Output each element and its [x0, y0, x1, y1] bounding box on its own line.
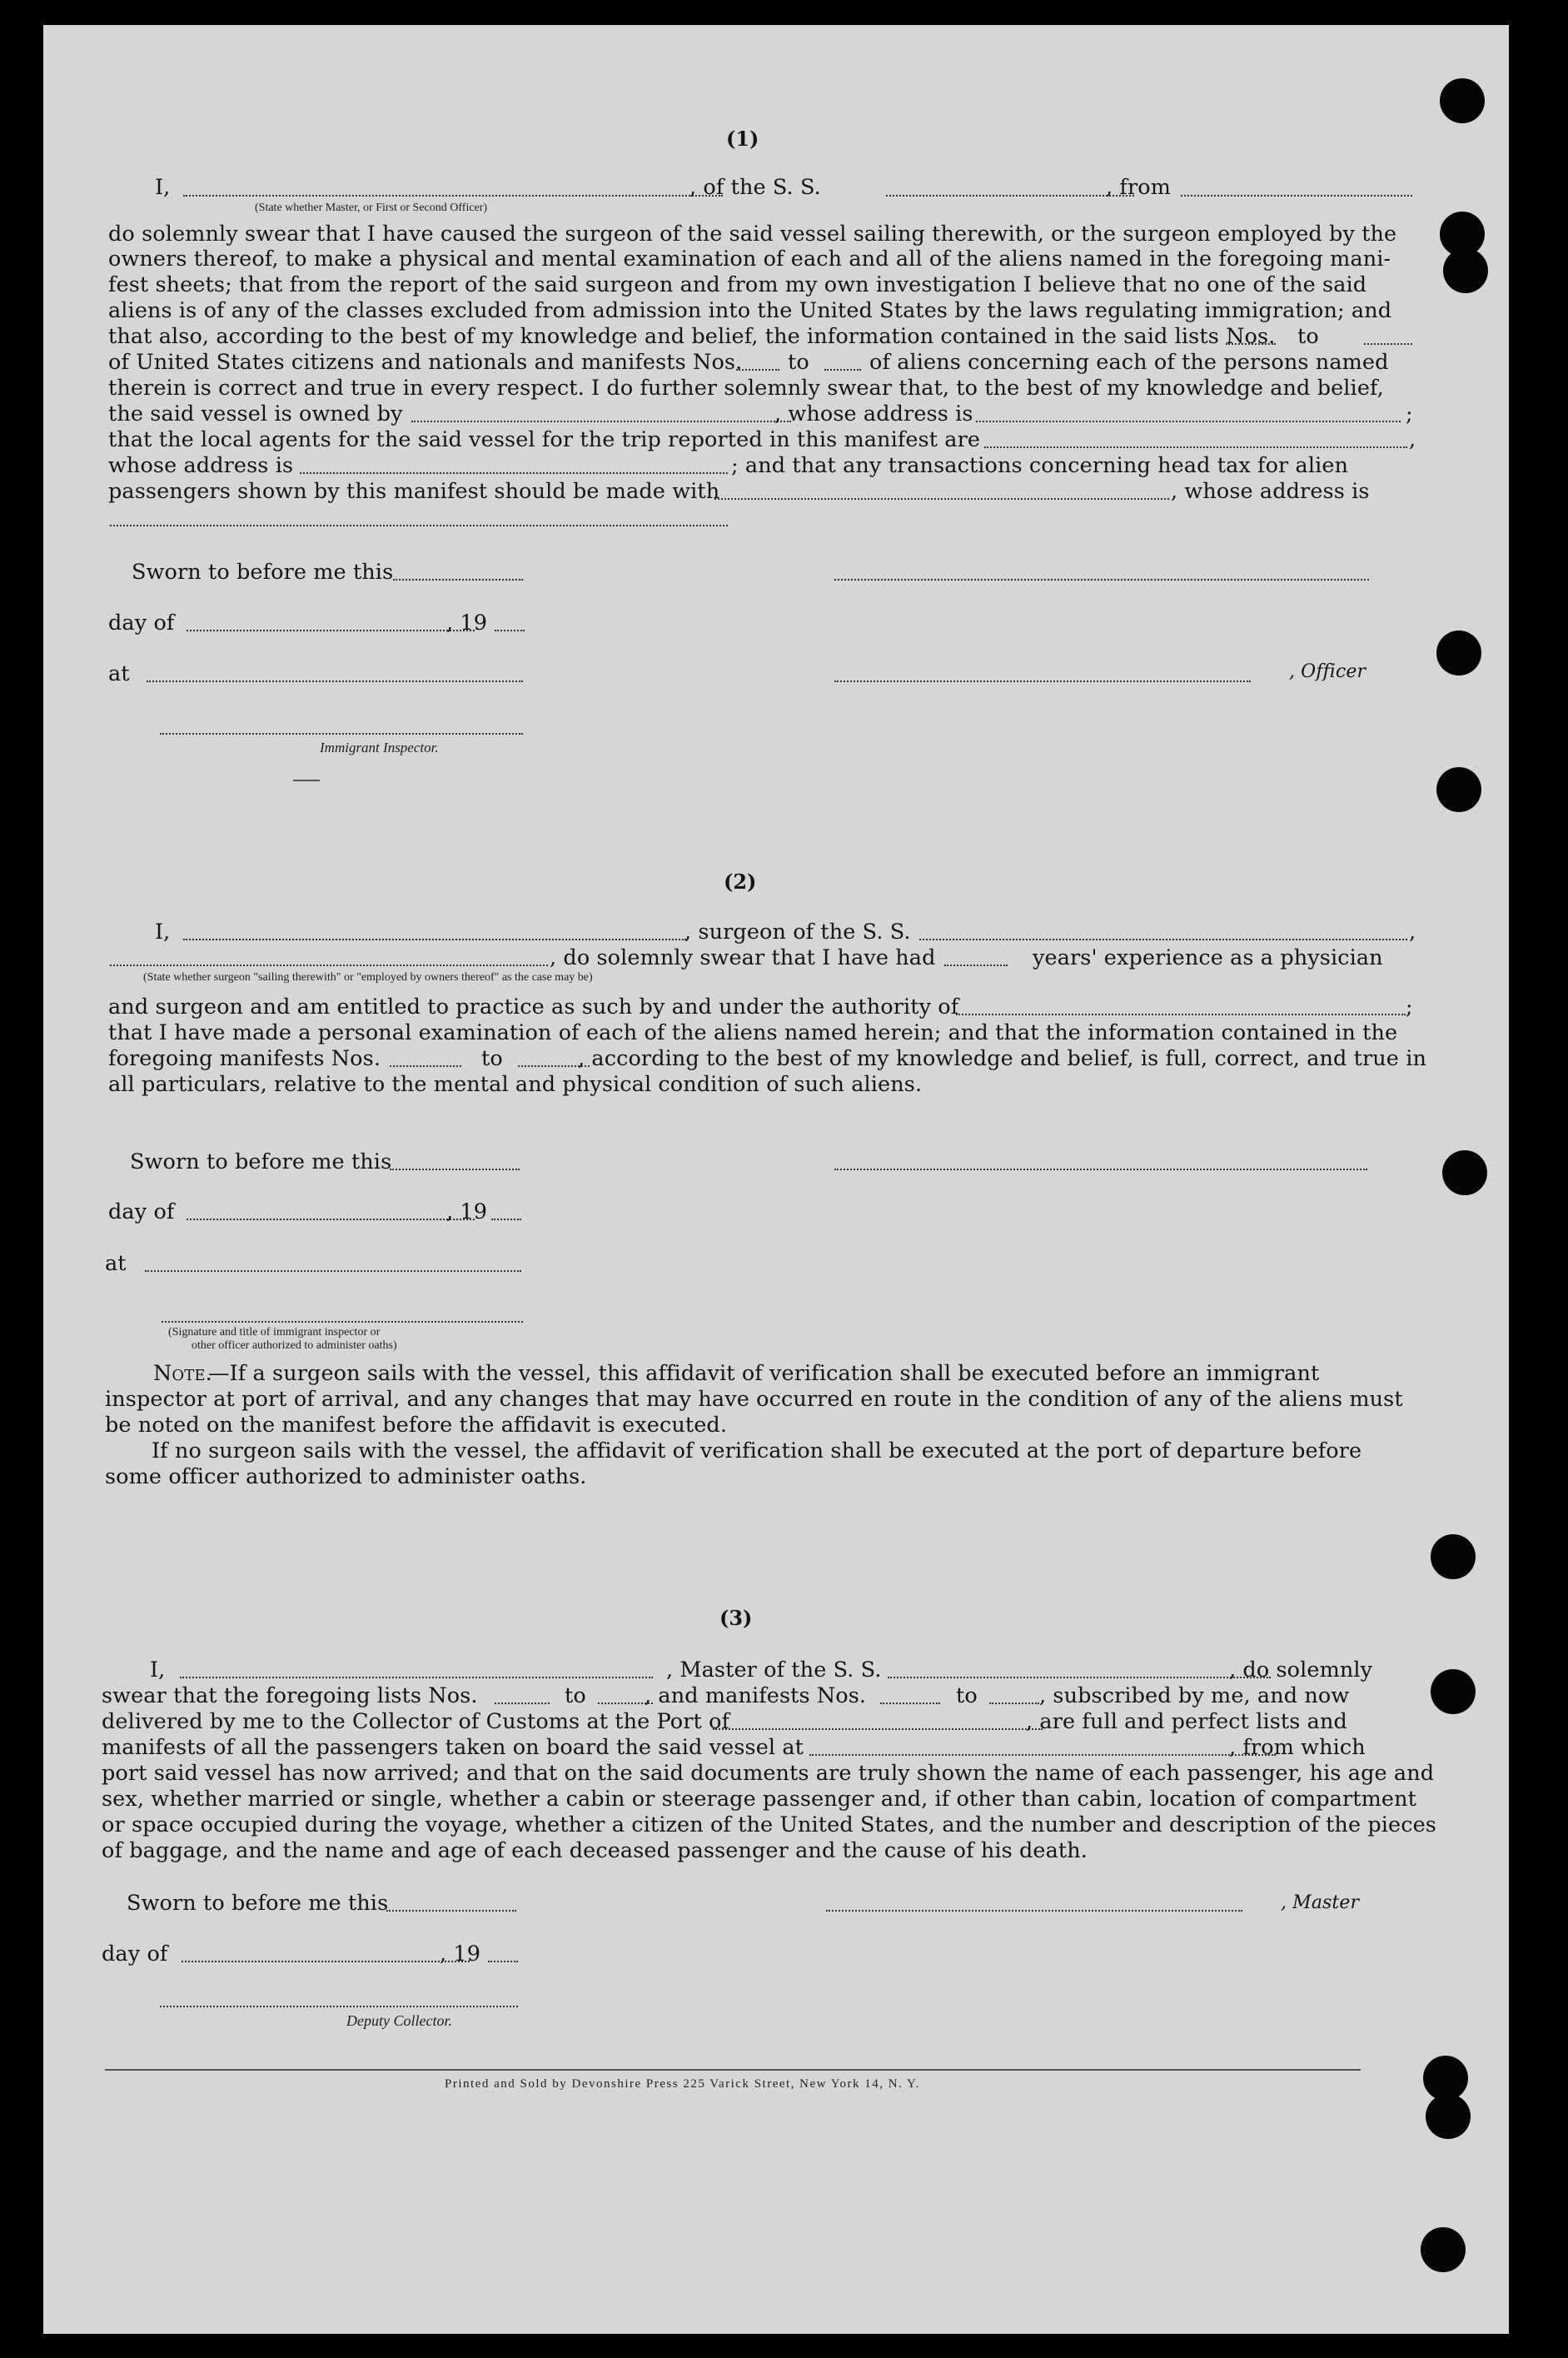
s3-line: sex, whether married or single, whether a cabin or steerage passenger and, if other than cabin, location of compartment — [102, 1787, 1416, 1812]
s2-at: at — [105, 1251, 127, 1276]
s2-line: all particulars, relative to the mental and physical condition of such aliens. — [108, 1072, 923, 1097]
agents-address-field[interactable] — [300, 472, 728, 474]
s1-line: passengers shown by this manifest should be made with — [108, 479, 720, 504]
s2-sig-note: other officer authorized to administer oaths) — [192, 1339, 397, 1352]
s2-day-of: day of — [108, 1199, 175, 1224]
s1-line: aliens is of any of the classes excluded from admission into the United States by the laws regulating immigration; and — [108, 298, 1392, 323]
s3-to: to — [565, 1683, 586, 1708]
s3-from-which: , from which — [1229, 1735, 1366, 1760]
s3-manifests-to-field[interactable] — [989, 1702, 1039, 1704]
s1-day-month-field[interactable] — [187, 630, 475, 631]
s3-day-of: day of — [102, 1942, 168, 1967]
authority-field[interactable] — [956, 1014, 1406, 1015]
s3-full-perfect: , are full and perfect lists and — [1026, 1709, 1347, 1734]
s3-line: port said vessel has now arrived; and that on the said documents are truly shown the name of each passenger, his age and — [102, 1761, 1435, 1786]
s3-manifests-all: manifests of all the passengers taken on board the said vessel at — [102, 1735, 804, 1760]
s2-day-month-field[interactable] — [187, 1219, 475, 1220]
s1-line: therein is correct and true in every respect. I do further solemnly swear that, to the best of my knowledge and belief, — [108, 376, 1384, 401]
master-name-field[interactable] — [180, 1677, 653, 1678]
manifests-from-field[interactable] — [736, 369, 779, 371]
s2-sworn-day-field[interactable] — [390, 1169, 520, 1170]
s3-day-month-field[interactable] — [182, 1961, 470, 1962]
s3-year: , 19 — [440, 1942, 481, 1967]
surgeon-name-field[interactable] — [183, 939, 686, 940]
s1-line: of United States citizens and nationals and manifests Nos. — [108, 350, 743, 375]
s2-to: to — [481, 1046, 503, 1071]
s3-line: of baggage, and the name and age of each deceased passenger and the cause of his death. — [102, 1838, 1088, 1863]
section-1-number: (1) — [726, 127, 759, 151]
s2-sworn: Sworn to before me this — [130, 1149, 392, 1174]
s1-day-of: day of — [108, 611, 175, 636]
s1-i: I, — [155, 175, 171, 200]
s2-inspector-sig-field[interactable] — [162, 1321, 523, 1323]
note-line: —If a surgeon sails with the vessel, this affidavit of verification shall be executed before an immigrant — [208, 1361, 1320, 1386]
vessel-name-field[interactable] — [886, 195, 1134, 197]
surgeon-status-field[interactable] — [110, 965, 548, 966]
s1-aliens-concerning: of aliens concerning each of the persons named — [869, 350, 1389, 375]
s3-delivered: delivered by me to the Collector of Customs at the Port of — [102, 1709, 730, 1734]
note-line: be noted on the manifest before the affidavit is executed. — [105, 1413, 728, 1438]
s3-vessel-field[interactable] — [888, 1677, 1271, 1678]
note-label-text: Note. — [153, 1361, 212, 1386]
s3-master-of: , Master of the S. S. — [666, 1658, 882, 1683]
punch-hole — [1440, 78, 1485, 123]
s1-officer-label: , Officer — [1289, 661, 1366, 682]
note-line: inspector at port of arrival, and any changes that may have occurred en route in the condition of any of the aliens must — [105, 1387, 1403, 1412]
s3-sworn: Sworn to before me this — [127, 1891, 389, 1916]
s2-line: that I have made a personal examination of each of the aliens named herein; and that the information contained in the — [108, 1020, 1398, 1045]
s3-line: or space occupied during the voyage, whether a citizen of the United States, and the number and description of the pieces — [102, 1812, 1436, 1837]
s2-manifests-from-field[interactable] — [390, 1065, 461, 1067]
s3-deputy-label: Deputy Collector. — [346, 2012, 452, 2029]
s1-inspector-sig-field[interactable] — [160, 733, 523, 735]
s1-head-tax: ; and that any transactions concerning head tax for alien — [731, 453, 1349, 478]
lists-from-field[interactable] — [1226, 343, 1276, 345]
s2-swear: , do solemnly swear that I have had — [550, 945, 936, 970]
s2-status-note: (State whether surgeon "sailing therewith" or "employed by owners thereof" as the case may be) — [143, 971, 593, 984]
s3-subscribed: , subscribed by me, and now — [1039, 1683, 1350, 1708]
punch-hole — [1442, 1150, 1487, 1195]
s3-and-manifests: , and manifests Nos. — [645, 1683, 867, 1708]
s1-line: that also, according to the best of my knowledge and belief, the information contained in the said lists Nos. — [108, 324, 1276, 349]
officer-rank-field[interactable] — [183, 195, 723, 197]
collector-port-field[interactable] — [713, 1728, 1043, 1730]
s2-at-field[interactable] — [145, 1270, 521, 1272]
s3-swear-lists: swear that the foregoing lists Nos. — [102, 1683, 478, 1708]
punch-hole — [1426, 2094, 1471, 2139]
s1-year: , 19 — [446, 611, 488, 636]
s3-deputy-sig-field[interactable] — [160, 2006, 518, 2007]
s1-line: owners thereof, to make a physical and mental examination of each and all of the aliens named in the foregoing mani- — [108, 247, 1391, 272]
s2-sig-note: (Signature and title of immigrant inspector or — [168, 1326, 381, 1339]
s1-at-field[interactable] — [147, 680, 523, 682]
s1-whose-address-2: , whose address is — [1171, 479, 1370, 504]
s2-comma: , — [1409, 920, 1416, 945]
section-3-number: (3) — [719, 1606, 753, 1630]
footer-rule — [105, 2069, 1361, 2071]
s1-inspector-label: Immigrant Inspector. — [320, 740, 439, 755]
punch-hole — [1431, 1669, 1476, 1714]
s2-surgeon-of: , surgeon of the S. S. — [684, 920, 911, 945]
s3-master-sig-field[interactable] — [826, 1910, 1242, 1912]
note-line: some officer authorized to administer oaths. — [105, 1464, 587, 1489]
s1-line: fest sheets; that from the report of the said surgeon and from my own investigation I believe that no one of the said — [108, 272, 1367, 297]
s2-year: , 19 — [446, 1199, 488, 1224]
s2-line: , according to the best of my knowledge and belief, is full, correct, and true in — [578, 1046, 1426, 1071]
s3-year-field[interactable] — [488, 1961, 518, 1962]
printer-imprint: Printed and Sold by Devonshire Press 225 Varick Street, New York 14, N. Y. — [445, 2077, 920, 2091]
s3-sworn-day-field[interactable] — [386, 1910, 516, 1912]
s1-line: do solemnly swear that I have caused the surgeon of the said vessel sailing therewith, or the surgeon employed by the — [108, 222, 1397, 247]
s1-line: the said vessel is owned by — [108, 401, 403, 426]
boarding-port-field[interactable] — [809, 1754, 1276, 1756]
s2-i: I, — [155, 920, 171, 945]
s1-rank-note: (State whether Master, or First or Second Officer) — [255, 202, 488, 214]
s2-year-field[interactable] — [491, 1219, 521, 1220]
s1-comma: , — [1409, 427, 1416, 452]
years-experience-field[interactable] — [944, 965, 1008, 966]
s2-vessel-field[interactable] — [919, 939, 1407, 940]
s3-to: to — [956, 1683, 978, 1708]
s1-sworn: Sworn to before me this — [132, 560, 394, 585]
punch-hole — [1436, 631, 1481, 675]
s2-surgeon-sig-field[interactable] — [834, 1169, 1367, 1170]
s1-officer-sig-field[interactable] — [834, 680, 1251, 682]
s2-line: foregoing manifests Nos. — [108, 1046, 381, 1071]
from-port-field[interactable] — [1181, 195, 1412, 197]
punch-hole — [1443, 248, 1488, 293]
lists-to-field[interactable] — [1364, 343, 1412, 345]
s1-to: to — [788, 350, 809, 375]
head-tax-address-field[interactable] — [110, 525, 728, 526]
note-line: If no surgeon sails with the vessel, the affidavit of verification shall be executed at the port of departure before — [152, 1438, 1362, 1463]
s2-semicolon: ; — [1406, 995, 1413, 1019]
local-agents-field[interactable] — [984, 446, 1407, 448]
punch-hole — [1436, 767, 1481, 812]
s3-manifests-from-field[interactable] — [880, 1702, 940, 1704]
note-label — [153, 1361, 212, 1386]
s3-master-label: , Master — [1281, 1892, 1360, 1913]
s1-line: whose address is — [108, 453, 294, 478]
form-page — [43, 25, 1509, 2334]
s3-do-solemnly: , do solemnly — [1229, 1658, 1373, 1683]
s2-line: and surgeon and am entitled to practice as such by and under the authority of — [108, 995, 959, 1019]
s1-semicolon: ; — [1406, 401, 1413, 426]
s1-of-ss: , of the S. S. — [689, 175, 821, 200]
s1-to: to — [1297, 324, 1319, 349]
s3-lists-from-field[interactable] — [495, 1702, 550, 1704]
s1-sworn-day-field[interactable] — [393, 579, 523, 581]
s1-tick-mark — [293, 780, 320, 781]
punch-hole — [1421, 2227, 1466, 2272]
s1-year-field[interactable] — [495, 630, 525, 631]
owner-address-field[interactable] — [976, 421, 1401, 422]
s1-whose-address: , whose address is — [774, 401, 973, 426]
s2-years: years' experience as a physician — [1033, 945, 1383, 970]
s1-line: that the local agents for the said vessel for the trip reported in this manifest are — [108, 427, 981, 452]
owner-field[interactable] — [411, 421, 791, 422]
s3-i: I, — [150, 1658, 166, 1683]
manifests-to-field[interactable] — [824, 369, 861, 371]
s1-from: , from — [1106, 175, 1171, 200]
punch-hole — [1431, 1534, 1476, 1579]
s1-officer-sig-top[interactable] — [834, 579, 1369, 581]
section-2-number: (2) — [724, 870, 757, 894]
head-tax-party-field[interactable] — [714, 498, 1169, 500]
s1-at: at — [108, 661, 130, 686]
